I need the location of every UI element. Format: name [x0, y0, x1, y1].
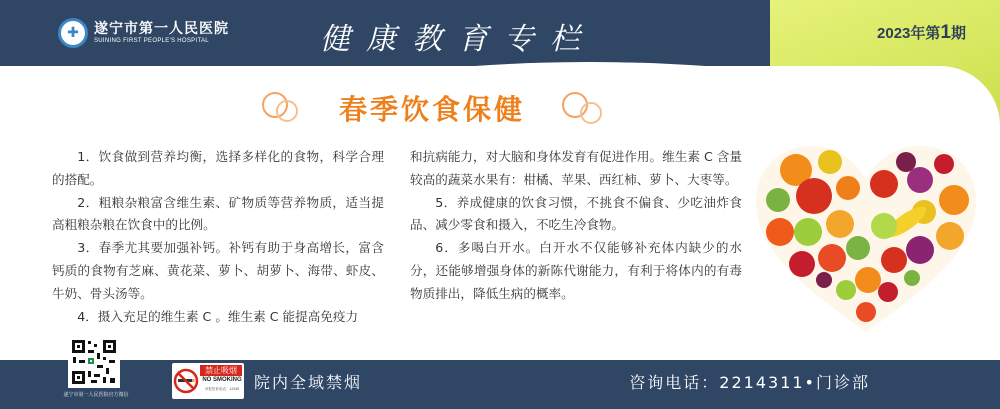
no-smoking-en-label: NO SMOKING — [202, 377, 242, 383]
wechat-qr-code — [68, 336, 120, 388]
no-smoking-icon — [172, 363, 200, 399]
issue-number: 1 — [940, 22, 951, 43]
no-smoking-sign — [172, 363, 244, 399]
issue-prefix: 2023年第 — [877, 25, 941, 42]
hospital-name: 遂宁市第一人民医院 — [94, 20, 229, 37]
article-column-right — [410, 146, 742, 306]
paragraph-5: 5．养成健康的饮食习惯，不挑食不偏食、少吃油炸食品、减少零食和摄入，不吃生冷食物。 — [410, 194, 742, 233]
issue-label — [877, 22, 966, 44]
no-smoking-report-line: 举报投诉电话：12345 — [204, 387, 240, 391]
hospital-logo — [58, 18, 229, 48]
paragraph-6: 6．多喝白开水。白开水不仅能够补充体内缺少的水分，还能够增强身体的新陈代谢能力，有利于将体内的有毒物质排出，降低生病的概率。 — [410, 240, 742, 301]
no-smoking-note: 院内全域禁烟 — [254, 373, 363, 392]
issue-suffix: 期 — [950, 25, 966, 42]
hospital-emblem-icon: ✚ — [58, 18, 88, 48]
fruit-heart-image — [748, 140, 984, 336]
paragraph-4: 4．摄入充足的维生素 C 。维生素 C 能提高免疫力 — [77, 308, 359, 324]
no-smoking-red-label: 禁止吸烟 — [200, 365, 242, 376]
paragraph-2: 2．粗粮杂粮富含维生素、矿物质等营养物质，适当提高粗粮杂粮在饮食中的比例。 — [52, 194, 384, 233]
paragraph-4-continued: 和抗病能力，对大脑和身体发育有促进作用。维生素 C 含量较高的蔬菜水果有：柑橘、苹果、西红柿、萝卜、大枣等。 — [410, 149, 742, 187]
article-title: 春季饮食保健 — [338, 93, 525, 126]
column-title: 健康教育专栏 — [320, 22, 596, 57]
article-title-block — [262, 84, 602, 130]
paragraph-1: 1．饮食做到营养均衡，选择多样化的食物，科学合理的搭配。 — [52, 149, 384, 187]
consultation-hotline: 咨询电话：2214311•门诊部 — [629, 373, 870, 392]
qr-caption: 遂宁市第一人民医院官方微信 — [63, 392, 129, 398]
article-column-left — [52, 146, 384, 328]
hospital-name-en: SUINING FIRST PEOPLE'S HOSPITAL — [94, 37, 209, 44]
paragraph-3: 3．春季尤其要加强补钙。补钙有助于身高增长，富含钙质的食物有芝麻、黄花菜、萝卜、胡萝卜、海带、虾皮、牛奶、骨头汤等。 — [52, 240, 384, 301]
